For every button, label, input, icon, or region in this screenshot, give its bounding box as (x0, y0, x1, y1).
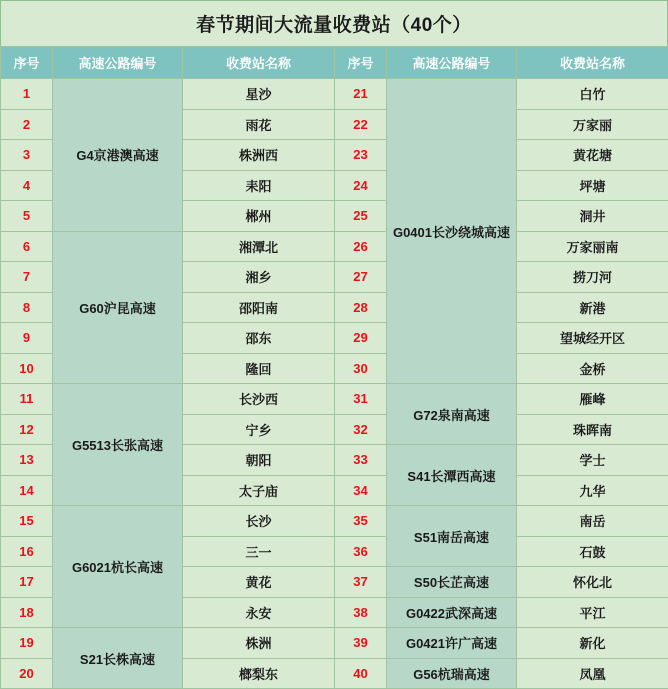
cell-index: 26 (335, 231, 387, 262)
cell-index: 27 (335, 262, 387, 293)
column-header-index-right: 序号 (335, 47, 387, 79)
cell-station: 万家丽南 (517, 231, 668, 262)
cell-station: 长沙西 (183, 384, 335, 415)
page-title: 春节期间大流量收费站（40个） (196, 10, 472, 37)
cell-station: 珠晖南 (517, 414, 668, 445)
cell-index: 14 (1, 475, 53, 506)
cell-station: 榔梨东 (183, 658, 335, 689)
cell-station: 石鼓 (517, 536, 668, 567)
cell-station: 株洲 (183, 628, 335, 659)
cell-station: 望城经开区 (517, 323, 668, 354)
cell-station: 万家丽 (517, 109, 668, 140)
cell-station: 九华 (517, 475, 668, 506)
cell-station: 株洲西 (183, 140, 335, 171)
cell-index: 4 (1, 170, 53, 201)
cell-station: 平江 (517, 597, 668, 628)
cell-highway: G0422武深高速 (387, 597, 517, 628)
cell-station: 三一 (183, 536, 335, 567)
cell-highway: G56杭瑞高速 (387, 658, 517, 689)
cell-index: 12 (1, 414, 53, 445)
cell-index: 37 (335, 567, 387, 598)
cell-station: 新化 (517, 628, 668, 659)
cell-station: 新港 (517, 292, 668, 323)
cell-highway: G4京港澳高速 (53, 79, 183, 232)
cell-index: 10 (1, 353, 53, 384)
column-header-station-left: 收费站名称 (183, 47, 335, 79)
table-row (1, 384, 668, 415)
cell-index: 8 (1, 292, 53, 323)
cell-station: 金桥 (517, 353, 668, 384)
cell-index: 18 (1, 597, 53, 628)
cell-station: 邵东 (183, 323, 335, 354)
cell-index: 1 (1, 79, 53, 110)
cell-station: 学士 (517, 445, 668, 476)
cell-station: 湘乡 (183, 262, 335, 293)
cell-index: 24 (335, 170, 387, 201)
cell-index: 7 (1, 262, 53, 293)
cell-index: 21 (335, 79, 387, 110)
cell-index: 2 (1, 109, 53, 140)
cell-index: 34 (335, 475, 387, 506)
cell-index: 6 (1, 231, 53, 262)
table-row (1, 628, 668, 659)
cell-index: 22 (335, 109, 387, 140)
cell-index: 29 (335, 323, 387, 354)
cell-index: 31 (335, 384, 387, 415)
cell-index: 11 (1, 384, 53, 415)
cell-index: 33 (335, 445, 387, 476)
cell-station: 黄花 (183, 567, 335, 598)
cell-index: 13 (1, 445, 53, 476)
cell-index: 39 (335, 628, 387, 659)
cell-station: 朝阳 (183, 445, 335, 476)
cell-index: 30 (335, 353, 387, 384)
cell-index: 23 (335, 140, 387, 171)
column-header-station-right: 收费站名称 (517, 47, 668, 79)
cell-station: 捞刀河 (517, 262, 668, 293)
document-title-bar (0, 0, 668, 46)
cell-index: 16 (1, 536, 53, 567)
table-row (1, 79, 668, 110)
cell-highway: G5513长张高速 (53, 384, 183, 506)
table-header (1, 47, 668, 79)
cell-highway: S21长株高速 (53, 628, 183, 689)
cell-station: 怀化北 (517, 567, 668, 598)
cell-station: 雁峰 (517, 384, 668, 415)
cell-station: 邵阳南 (183, 292, 335, 323)
cell-highway: G60沪昆高速 (53, 231, 183, 384)
cell-station: 隆回 (183, 353, 335, 384)
cell-index: 15 (1, 506, 53, 537)
cell-index: 19 (1, 628, 53, 659)
cell-station: 凤凰 (517, 658, 668, 689)
cell-station: 宁乡 (183, 414, 335, 445)
cell-highway: S51南岳高速 (387, 506, 517, 567)
table-body (1, 79, 668, 689)
table-row (1, 506, 668, 537)
cell-station: 星沙 (183, 79, 335, 110)
cell-station: 湘潭北 (183, 231, 335, 262)
cell-station: 耒阳 (183, 170, 335, 201)
cell-highway: S41长潭西高速 (387, 445, 517, 506)
table-header-row (1, 47, 668, 79)
cell-index: 35 (335, 506, 387, 537)
cell-station: 雨花 (183, 109, 335, 140)
toll-station-table (0, 46, 668, 689)
cell-station: 郴州 (183, 201, 335, 232)
cell-index: 32 (335, 414, 387, 445)
cell-station: 永安 (183, 597, 335, 628)
cell-highway: G6021杭长高速 (53, 506, 183, 628)
cell-index: 17 (1, 567, 53, 598)
cell-index: 20 (1, 658, 53, 689)
cell-highway: S50长芷高速 (387, 567, 517, 598)
column-header-highway-right: 高速公路编号 (387, 47, 517, 79)
table-row (1, 231, 668, 262)
cell-station: 南岳 (517, 506, 668, 537)
cell-station: 黄花塘 (517, 140, 668, 171)
cell-index: 40 (335, 658, 387, 689)
cell-station: 洞井 (517, 201, 668, 232)
cell-station: 坪塘 (517, 170, 668, 201)
column-header-highway-left: 高速公路编号 (53, 47, 183, 79)
cell-index: 36 (335, 536, 387, 567)
cell-index: 3 (1, 140, 53, 171)
cell-station: 白竹 (517, 79, 668, 110)
cell-index: 28 (335, 292, 387, 323)
cell-station: 长沙 (183, 506, 335, 537)
cell-highway: G0421许广高速 (387, 628, 517, 659)
cell-index: 5 (1, 201, 53, 232)
cell-highway: G72泉南高速 (387, 384, 517, 445)
column-header-index-left: 序号 (1, 47, 53, 79)
cell-station: 太子庙 (183, 475, 335, 506)
cell-index: 25 (335, 201, 387, 232)
cell-index: 9 (1, 323, 53, 354)
cell-index: 38 (335, 597, 387, 628)
cell-highway: G0401长沙绕城高速 (387, 79, 517, 384)
